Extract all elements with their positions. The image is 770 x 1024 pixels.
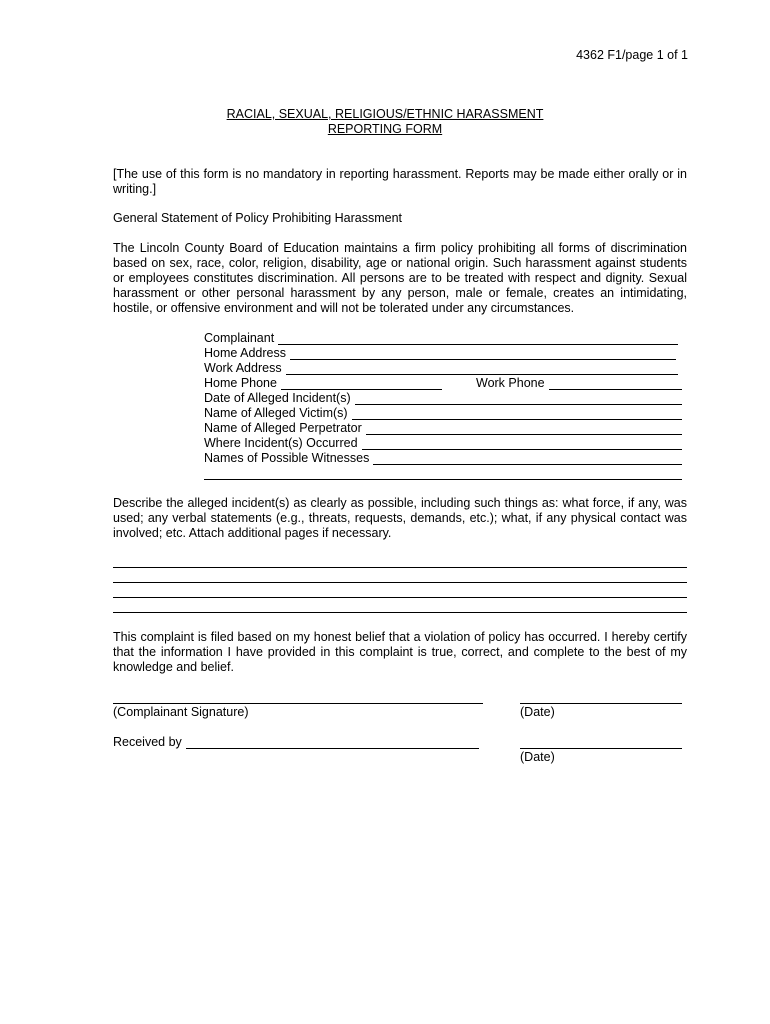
witnesses-label: Names of Possible Witnesses [204,451,370,465]
complainant-signature-line[interactable] [113,703,483,704]
incident-date-line[interactable] [355,392,682,405]
describe-instructions: Describe the alleged incident(s) as clearly as possible, including such things as: what force, if any, was used; any verbal statements (e.g., threats, requests, demands, etc.); what, if any physical contact was involved; etc. Attach additional pages if necessary. [113,496,687,540]
victim-field[interactable] [204,406,682,421]
description-line[interactable] [113,582,687,583]
witnesses-field[interactable] [204,451,682,466]
home-address-label: Home Address [204,346,286,360]
received-by-label: Received by [113,735,182,749]
description-line[interactable] [113,567,687,568]
complainant-line[interactable] [278,332,678,345]
description-line[interactable] [113,597,687,598]
home-address-field[interactable] [204,346,676,361]
title-line-2: REPORTING FORM [327,122,443,136]
perpetrator-field[interactable] [204,421,682,436]
incident-location-field[interactable] [204,436,682,451]
signature-date-label: (Date) [520,705,555,719]
received-date-label: (Date) [520,750,555,764]
complainant-field[interactable] [204,331,678,346]
incident-date-label: Date of Alleged Incident(s) [204,391,351,405]
home-address-line[interactable] [290,347,676,360]
home-phone-label: Home Phone [204,376,277,390]
received-by-field[interactable] [113,735,479,750]
victim-label: Name of Alleged Victim(s) [204,406,348,420]
work-phone-line[interactable] [549,377,682,390]
home-phone-field[interactable] [204,376,442,391]
complainant-label: Complainant [204,331,275,345]
victim-line[interactable] [352,407,682,420]
policy-heading: General Statement of Policy Prohibiting Harassment [113,211,403,225]
received-date-line[interactable] [520,748,682,749]
certification-statement: This complaint is filed based on my honest belief that a violation of policy has occurred. I hereby certify that the information I have provided in this complaint is true, correct, and complete to the best of my knowledge and belief. [113,630,687,674]
incident-location-label: Where Incident(s) Occurred [204,436,358,450]
received-by-line[interactable] [186,736,479,749]
policy-statement: The Lincoln County Board of Education maintains a firm policy prohibiting all forms of discrimination based on sex, race, color, religion, disability, age or national origin. Such harassment against students or employees constitutes discrimination. All persons are to be treated with respect and dignity. Sexual harassment or other personal harassment by any person, male or female, creates an intimidating, hostile, or offensive environment and will not be tolerated under any circumstances. [113,241,687,315]
work-phone-field[interactable] [476,376,682,391]
description-line[interactable] [113,612,687,613]
title-line-1: RACIAL, SEXUAL, RELIGIOUS/ETHNIC HARASSMENT [226,107,544,121]
incident-location-line[interactable] [362,437,682,450]
complainant-signature-label: (Complainant Signature) [113,705,249,719]
perpetrator-line[interactable] [366,422,682,435]
work-address-field[interactable] [204,361,678,376]
incident-date-field[interactable] [204,391,682,406]
usage-note: [The use of this form is no mandatory in reporting harassment. Reports may be made either orally or in writing.] [113,167,687,196]
work-address-label: Work Address [204,361,282,375]
signature-date-line[interactable] [520,703,682,704]
witnesses-extra-line[interactable] [204,479,682,480]
home-phone-line[interactable] [281,377,442,390]
form-title [0,107,770,137]
work-phone-label: Work Phone [476,376,545,390]
witnesses-line[interactable] [373,452,682,465]
page-reference: 4362 F1/page 1 of 1 [576,48,688,62]
work-address-line[interactable] [286,362,678,375]
perpetrator-label: Name of Alleged Perpetrator [204,421,362,435]
